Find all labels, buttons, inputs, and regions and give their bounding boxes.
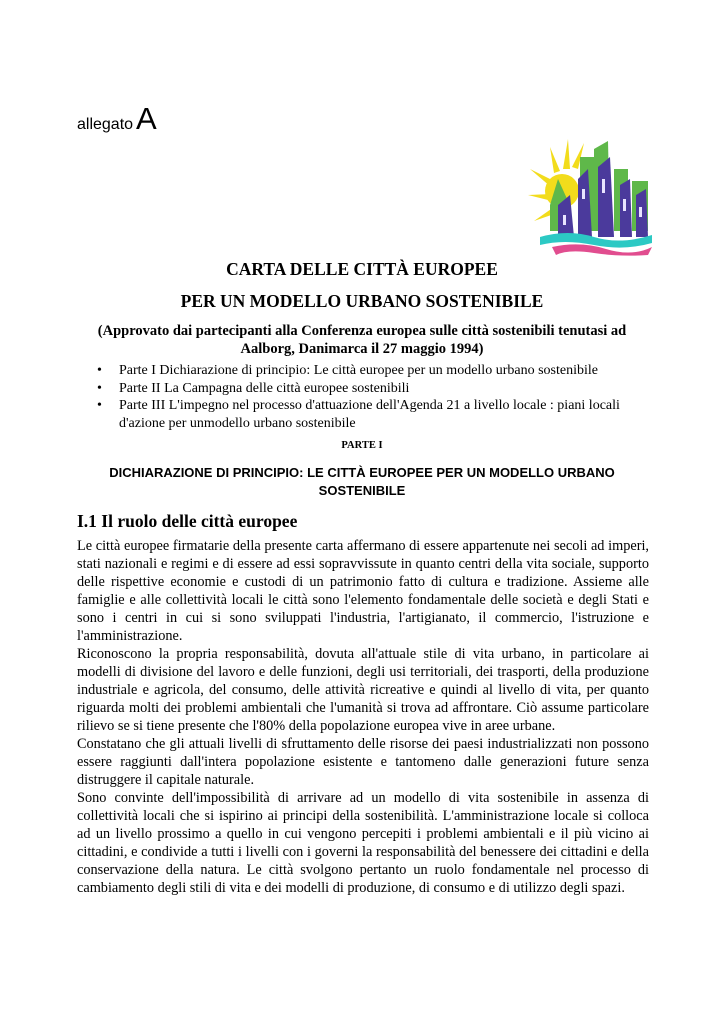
- parts-list: [97, 362, 657, 432]
- part-label: Parte I Dichiarazione di principio: Le città europee per un modello urbano sostenibile: [119, 363, 598, 378]
- charter-title: CARTA DELLE CITTÀ EUROPEE: [226, 259, 498, 279]
- paragraph: Sono convinte dell'impossibilità di arrivare ad un modello di vita sostenibile in assenza di collettività locali che si ispirino ai principi della sostenibilità. L'amministrazione locale si colloca ad un livello prossimo a quello in cui vengono percepiti i problemi ambientali e il più vicino ai cittadini, e condivide a tutti i livelli con i governi la responsabilità del benessere dei cittadini e della conservazione della natura. Le città svolgono pertanto un ruolo fondamentale nel processo di cambiamento degli stili di vita e dei modelli di produzione, di consumo e di utilizzo degli spazi.: [77, 790, 649, 896]
- paragraph: Constatano che gli attuali livelli di sfruttamento delle risorse dei paesi industrializzati non possono essere raggiunti dall'intera popolazione esistente e tantomeno dalle generazioni future senza distruggere il capitale naturale.: [77, 736, 649, 788]
- aalborg-charter-logo-icon: [528, 139, 654, 257]
- charter-subtitle: PER UN MODELLO URBANO SOSTENIBILE: [180, 291, 544, 311]
- part-label: Parte III L'impegno nel processo d'attuazione dell'Agenda 21 a livello locale : piani locali d'azione per unmodello urbano sostenibile: [119, 398, 620, 431]
- annex-label: [77, 101, 157, 137]
- bullet-icon: •: [97, 398, 102, 413]
- section-heading: I.1 Il ruolo delle città europee: [77, 511, 298, 531]
- annex-letter: A: [136, 101, 157, 136]
- list-item: [97, 362, 657, 380]
- bullet-icon: •: [97, 363, 102, 378]
- annex-word: allegato: [77, 116, 134, 133]
- list-item: [97, 380, 657, 398]
- declaration-heading: DICHIARAZIONE DI PRINCIPIO: LE CITTÀ EUROPEE PER UN MODELLO URBANO SOSTENIBILE: [109, 465, 615, 498]
- bullet-icon: •: [97, 380, 102, 396]
- paragraph: Riconoscono la propria responsabilità, dovuta all'attuale stile di vita urbano, in particolare ai modelli di divisione del lavoro e delle funzioni, degli usi territoriali, dei trasporti, della produzione industriale e agricola, del consumo, delle attività ricreative e quindi al livello di vita, per quanto riguarda molti dei problemi ambientali che l'umanità si trova ad affrontare. Ciò assume particolare rilievo se si tiene presente che l'80% della popolazione europea vive in aree urbane.: [77, 646, 649, 734]
- paragraph: Le città europee firmatarie della presente carta affermano di essere appartenute nei secoli ad imperi, stati nazionali e regimi e di essere ad essi sopravvissute in quanto centri della vita sociale, supporto delle rispettive economie e custodi di un patrimonio fatto di cultura e tradizione. Assieme alle famiglie e alle collettività locali le città sono l'elemento fondamentale delle società e degli Stati e sono i centri in cui si sono sviluppati l'industria, l'artigianato, il commercio, l'istruzione e l'amministrazione.: [77, 538, 649, 644]
- part-label: Parte II La Campagna delle città europee sostenibili: [119, 380, 410, 396]
- approval-note: (Approvato dai partecipanti alla Conferenza europea sulle città sostenibili tenutasi ad Aalborg, Danimarca il 27 maggio 1994): [97, 323, 627, 357]
- part-heading: PARTE I: [341, 440, 383, 451]
- list-item: [97, 397, 657, 432]
- body-text: [77, 537, 649, 897]
